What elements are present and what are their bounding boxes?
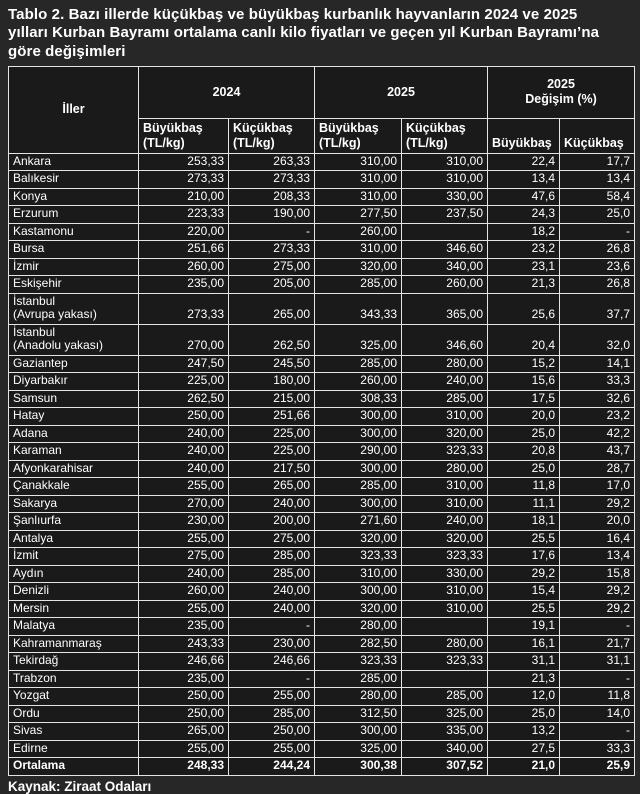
value-cell: 240,00 <box>139 460 229 478</box>
value-cell: 11,8 <box>560 688 635 706</box>
province-cell: Hatay <box>9 408 139 426</box>
value-cell: 285,00 <box>229 548 315 566</box>
province-cell: Tekirdağ <box>9 653 139 671</box>
value-cell: 275,00 <box>229 258 315 276</box>
province-cell: Aydın <box>9 565 139 583</box>
value-cell: 58,4 <box>560 188 635 206</box>
value-cell: 31,1 <box>488 653 560 671</box>
value-cell: 343,33 <box>315 293 402 324</box>
value-cell: 244,24 <box>229 758 315 776</box>
value-cell: 20,0 <box>560 513 635 531</box>
value-cell: 325,00 <box>315 740 402 758</box>
value-cell: 13,4 <box>560 548 635 566</box>
value-cell: 14,0 <box>560 705 635 723</box>
province-cell: Diyarbakır <box>9 373 139 391</box>
header-group-change: 2025 Değişim (%) <box>488 66 635 118</box>
value-cell: 255,00 <box>139 740 229 758</box>
value-cell: 250,00 <box>229 723 315 741</box>
value-cell: 190,00 <box>229 206 315 224</box>
value-cell: 270,00 <box>139 324 229 355</box>
province-cell: Adana <box>9 425 139 443</box>
value-cell: 310,00 <box>315 241 402 259</box>
province-cell: Kastamonu <box>9 223 139 241</box>
value-cell: 25,6 <box>488 293 560 324</box>
summary-row <box>9 758 635 776</box>
table-row <box>9 653 635 671</box>
province-cell: Erzurum <box>9 206 139 224</box>
value-cell: 250,00 <box>139 688 229 706</box>
value-cell: 11,8 <box>488 478 560 496</box>
value-cell: 325,00 <box>315 324 402 355</box>
value-cell: 27,5 <box>488 740 560 758</box>
value-cell: 323,33 <box>315 653 402 671</box>
value-cell: 235,00 <box>139 276 229 294</box>
value-cell: 18,2 <box>488 223 560 241</box>
table-row <box>9 705 635 723</box>
value-cell: 285,00 <box>402 390 488 408</box>
value-cell: 230,00 <box>139 513 229 531</box>
header-buyukbas-2025: Büyükbaş (TL/kg) <box>315 118 402 153</box>
value-cell: 21,3 <box>488 276 560 294</box>
province-cell: Malatya <box>9 618 139 636</box>
value-cell: 310,00 <box>402 171 488 189</box>
value-cell: 265,00 <box>229 478 315 496</box>
value-cell: 20,8 <box>488 443 560 461</box>
province-cell: Sakarya <box>9 495 139 513</box>
value-cell: 255,00 <box>229 688 315 706</box>
value-cell: - <box>560 723 635 741</box>
value-cell: 273,33 <box>229 171 315 189</box>
value-cell: 300,00 <box>315 583 402 601</box>
value-cell: 280,00 <box>402 635 488 653</box>
value-cell <box>402 670 488 688</box>
value-cell: 310,00 <box>315 171 402 189</box>
value-cell: - <box>229 618 315 636</box>
value-cell: 13,4 <box>560 171 635 189</box>
value-cell: 15,4 <box>488 583 560 601</box>
value-cell: 29,2 <box>560 583 635 601</box>
value-cell: 285,00 <box>229 705 315 723</box>
value-cell: 225,00 <box>139 373 229 391</box>
value-cell: 23,2 <box>488 241 560 259</box>
value-cell: 16,4 <box>560 530 635 548</box>
value-cell: 29,2 <box>488 565 560 583</box>
value-cell: 248,33 <box>139 758 229 776</box>
value-cell: 47,6 <box>488 188 560 206</box>
table-row <box>9 460 635 478</box>
value-cell: 28,7 <box>560 460 635 478</box>
value-cell: 346,60 <box>402 241 488 259</box>
value-cell: 285,00 <box>229 565 315 583</box>
value-cell: 29,2 <box>560 600 635 618</box>
value-cell: 240,00 <box>229 600 315 618</box>
province-cell: Mersin <box>9 600 139 618</box>
value-cell: 330,00 <box>402 565 488 583</box>
table-row <box>9 548 635 566</box>
table-row <box>9 293 635 324</box>
value-cell: 260,00 <box>402 276 488 294</box>
table-row <box>9 408 635 426</box>
value-cell: 15,2 <box>488 355 560 373</box>
value-cell: 308,33 <box>315 390 402 408</box>
value-cell: 25,0 <box>560 206 635 224</box>
value-cell: 205,00 <box>229 276 315 294</box>
province-cell: Sivas <box>9 723 139 741</box>
table-row <box>9 390 635 408</box>
value-cell: 225,00 <box>229 425 315 443</box>
value-cell: 273,33 <box>139 293 229 324</box>
value-cell: 300,00 <box>315 723 402 741</box>
header-change-kucukbas: Küçükbaş <box>560 118 635 153</box>
value-cell: 330,00 <box>402 188 488 206</box>
value-cell: 11,1 <box>488 495 560 513</box>
header-kucukbas-2025: Küçükbaş (TL/kg) <box>402 118 488 153</box>
value-cell: 235,00 <box>139 618 229 636</box>
province-cell: Edirne <box>9 740 139 758</box>
value-cell: 25,0 <box>488 705 560 723</box>
value-cell: 310,00 <box>402 600 488 618</box>
value-cell: 310,00 <box>315 153 402 171</box>
value-cell: 320,00 <box>315 600 402 618</box>
province-cell: Ortalama <box>9 758 139 776</box>
province-cell: Afyonkarahisar <box>9 460 139 478</box>
value-cell: 13,4 <box>488 171 560 189</box>
value-cell: 335,00 <box>402 723 488 741</box>
value-cell: 260,00 <box>315 373 402 391</box>
value-cell: 21,7 <box>560 635 635 653</box>
value-cell: - <box>560 618 635 636</box>
value-cell: 265,00 <box>229 293 315 324</box>
value-cell: 25,9 <box>560 758 635 776</box>
value-cell: 235,00 <box>139 670 229 688</box>
province-cell: Trabzon <box>9 670 139 688</box>
value-cell: 280,00 <box>402 355 488 373</box>
value-cell: 365,00 <box>402 293 488 324</box>
value-cell: 285,00 <box>402 688 488 706</box>
value-cell: 240,00 <box>229 495 315 513</box>
province-cell: Denizli <box>9 583 139 601</box>
value-cell: 15,8 <box>560 565 635 583</box>
value-cell: - <box>229 223 315 241</box>
province-cell: Gaziantep <box>9 355 139 373</box>
province-cell: Konya <box>9 188 139 206</box>
value-cell: 255,00 <box>229 740 315 758</box>
value-cell: 240,00 <box>139 565 229 583</box>
value-cell: 310,00 <box>402 153 488 171</box>
province-cell: Şanlıurfa <box>9 513 139 531</box>
value-cell: 320,00 <box>402 425 488 443</box>
value-cell: 24,3 <box>488 206 560 224</box>
value-cell: 300,00 <box>315 460 402 478</box>
value-cell: 255,00 <box>139 600 229 618</box>
table-title: Tablo 2. Bazı illerde küçükbaş ve büyükbaş kurbanlık hayvanların 2024 ve 2025 yılları Kurban Bayramı ortalama canlı kilo fiyatları ve geçen yıl Kurban Bayramı’na göre değişimleri <box>8 6 600 60</box>
value-cell: 320,00 <box>315 530 402 548</box>
value-cell: 260,00 <box>139 258 229 276</box>
table-row <box>9 223 635 241</box>
province-cell: İstanbul (Avrupa yakası) <box>9 293 139 324</box>
value-cell: 250,00 <box>139 408 229 426</box>
value-cell: - <box>229 670 315 688</box>
value-cell: 25,0 <box>488 460 560 478</box>
table-row <box>9 565 635 583</box>
value-cell: 246,66 <box>139 653 229 671</box>
value-cell: 271,60 <box>315 513 402 531</box>
value-cell: 245,50 <box>229 355 315 373</box>
price-table <box>8 66 635 776</box>
value-cell: 280,00 <box>315 618 402 636</box>
province-cell: Yozgat <box>9 688 139 706</box>
province-cell: İzmir <box>9 258 139 276</box>
value-cell: 26,8 <box>560 276 635 294</box>
province-cell: Balıkesir <box>9 171 139 189</box>
value-cell: 285,00 <box>315 355 402 373</box>
value-cell: 323,33 <box>402 653 488 671</box>
value-cell: 340,00 <box>402 740 488 758</box>
table-row <box>9 530 635 548</box>
table-row <box>9 688 635 706</box>
value-cell <box>402 223 488 241</box>
province-cell: Kahramanmaraş <box>9 635 139 653</box>
province-cell: Ankara <box>9 153 139 171</box>
value-cell <box>402 618 488 636</box>
value-cell: 285,00 <box>315 276 402 294</box>
header-kucukbas-2024: Küçükbaş (TL/kg) <box>229 118 315 153</box>
province-cell: Samsun <box>9 390 139 408</box>
value-cell: 29,2 <box>560 495 635 513</box>
value-cell: 280,00 <box>402 460 488 478</box>
value-cell: 260,00 <box>139 583 229 601</box>
value-cell: 230,00 <box>229 635 315 653</box>
value-cell: 346,60 <box>402 324 488 355</box>
value-cell: 262,50 <box>229 324 315 355</box>
value-cell: 250,00 <box>139 705 229 723</box>
value-cell: 23,1 <box>488 258 560 276</box>
table-row <box>9 513 635 531</box>
value-cell: 237,50 <box>402 206 488 224</box>
value-cell: 300,00 <box>315 425 402 443</box>
value-cell: 251,66 <box>139 241 229 259</box>
value-cell: 223,33 <box>139 206 229 224</box>
value-cell: 17,7 <box>560 153 635 171</box>
table-row <box>9 258 635 276</box>
value-cell: 32,6 <box>560 390 635 408</box>
value-cell: 31,1 <box>560 653 635 671</box>
value-cell: 17,0 <box>560 478 635 496</box>
table-row <box>9 355 635 373</box>
value-cell: 323,33 <box>402 548 488 566</box>
value-cell: 290,00 <box>315 443 402 461</box>
value-cell: 208,33 <box>229 188 315 206</box>
province-cell: Antalya <box>9 530 139 548</box>
province-cell: İstanbul (Anadolu yakası) <box>9 324 139 355</box>
value-cell: 255,00 <box>139 478 229 496</box>
value-cell: 43,7 <box>560 443 635 461</box>
value-cell: 21,0 <box>488 758 560 776</box>
province-cell: İzmit <box>9 548 139 566</box>
value-cell: 323,33 <box>402 443 488 461</box>
value-cell: 243,33 <box>139 635 229 653</box>
value-cell: 240,00 <box>402 373 488 391</box>
value-cell: 19,1 <box>488 618 560 636</box>
value-cell: 217,50 <box>229 460 315 478</box>
value-cell: 25,0 <box>488 425 560 443</box>
value-cell: 12,0 <box>488 688 560 706</box>
table-row <box>9 478 635 496</box>
value-cell: 25,5 <box>488 600 560 618</box>
value-cell: 325,00 <box>402 705 488 723</box>
value-cell: 23,6 <box>560 258 635 276</box>
value-cell: 262,50 <box>139 390 229 408</box>
value-cell: 225,00 <box>229 443 315 461</box>
value-cell: 20,4 <box>488 324 560 355</box>
table-row <box>9 206 635 224</box>
value-cell: 220,00 <box>139 223 229 241</box>
value-cell: 240,00 <box>229 583 315 601</box>
table-row <box>9 618 635 636</box>
value-cell: 320,00 <box>402 530 488 548</box>
table-row <box>9 171 635 189</box>
table-row <box>9 740 635 758</box>
value-cell: 37,7 <box>560 293 635 324</box>
value-cell: 26,8 <box>560 241 635 259</box>
table-row <box>9 723 635 741</box>
value-cell: 17,5 <box>488 390 560 408</box>
value-cell: 310,00 <box>402 495 488 513</box>
value-cell: 247,50 <box>139 355 229 373</box>
value-cell: 33,3 <box>560 740 635 758</box>
value-cell: 310,00 <box>315 565 402 583</box>
value-cell: 280,00 <box>315 688 402 706</box>
value-cell: 307,52 <box>402 758 488 776</box>
value-cell: 260,00 <box>315 223 402 241</box>
header-change-buyukbas: Büyükbaş <box>488 118 560 153</box>
value-cell: 310,00 <box>402 478 488 496</box>
value-cell: 33,3 <box>560 373 635 391</box>
header-buyukbas-2024: Büyükbaş (TL/kg) <box>139 118 229 153</box>
table-row <box>9 495 635 513</box>
table-row <box>9 188 635 206</box>
table-row <box>9 153 635 171</box>
table-row <box>9 373 635 391</box>
value-cell: 18,1 <box>488 513 560 531</box>
value-cell: 22,4 <box>488 153 560 171</box>
value-cell: 32,0 <box>560 324 635 355</box>
value-cell: 246,66 <box>229 653 315 671</box>
value-cell: 25,5 <box>488 530 560 548</box>
value-cell: 15,6 <box>488 373 560 391</box>
table-body <box>9 153 635 775</box>
value-cell: 273,33 <box>229 241 315 259</box>
value-cell: 320,00 <box>315 258 402 276</box>
value-cell: 240,00 <box>402 513 488 531</box>
value-cell: 180,00 <box>229 373 315 391</box>
value-cell: 14,1 <box>560 355 635 373</box>
table-row <box>9 670 635 688</box>
header-group-2025: 2025 <box>315 66 488 118</box>
value-cell: 270,00 <box>139 495 229 513</box>
value-cell: 215,00 <box>229 390 315 408</box>
value-cell: 240,00 <box>139 443 229 461</box>
value-cell: 310,00 <box>402 408 488 426</box>
province-cell: Eskişehir <box>9 276 139 294</box>
header-group-2024: 2024 <box>139 66 315 118</box>
value-cell: 310,00 <box>315 188 402 206</box>
province-cell: Çanakkale <box>9 478 139 496</box>
value-cell: 300,38 <box>315 758 402 776</box>
value-cell: 263,33 <box>229 153 315 171</box>
value-cell: 253,33 <box>139 153 229 171</box>
value-cell: 251,66 <box>229 408 315 426</box>
value-cell: 275,00 <box>229 530 315 548</box>
value-cell: 340,00 <box>402 258 488 276</box>
value-cell: 23,2 <box>560 408 635 426</box>
table-header <box>9 66 635 153</box>
value-cell: 210,00 <box>139 188 229 206</box>
value-cell: 17,6 <box>488 548 560 566</box>
value-cell: 300,00 <box>315 495 402 513</box>
table-row <box>9 635 635 653</box>
province-cell: Ordu <box>9 705 139 723</box>
value-cell: 21,3 <box>488 670 560 688</box>
value-cell: 323,33 <box>315 548 402 566</box>
province-cell: Bursa <box>9 241 139 259</box>
table-row <box>9 324 635 355</box>
value-cell: 265,00 <box>139 723 229 741</box>
value-cell: 42,2 <box>560 425 635 443</box>
value-cell: 277,50 <box>315 206 402 224</box>
value-cell: 310,00 <box>402 583 488 601</box>
table-row <box>9 241 635 259</box>
value-cell: 200,00 <box>229 513 315 531</box>
header-iller: İller <box>9 66 139 153</box>
table-row <box>9 276 635 294</box>
value-cell: 275,00 <box>139 548 229 566</box>
value-cell: 312,50 <box>315 705 402 723</box>
table-row <box>9 600 635 618</box>
value-cell: 16,1 <box>488 635 560 653</box>
province-cell: Karaman <box>9 443 139 461</box>
table-row <box>9 443 635 461</box>
value-cell: 282,50 <box>315 635 402 653</box>
source-note: Kaynak: Ziraat Odaları <box>8 778 152 794</box>
value-cell: - <box>560 223 635 241</box>
value-cell: 285,00 <box>315 478 402 496</box>
value-cell: 285,00 <box>315 670 402 688</box>
table-row <box>9 425 635 443</box>
table-row <box>9 583 635 601</box>
value-cell: - <box>560 670 635 688</box>
value-cell: 300,00 <box>315 408 402 426</box>
value-cell: 240,00 <box>139 425 229 443</box>
value-cell: 255,00 <box>139 530 229 548</box>
value-cell: 13,2 <box>488 723 560 741</box>
value-cell: 273,33 <box>139 171 229 189</box>
value-cell: 20,0 <box>488 408 560 426</box>
